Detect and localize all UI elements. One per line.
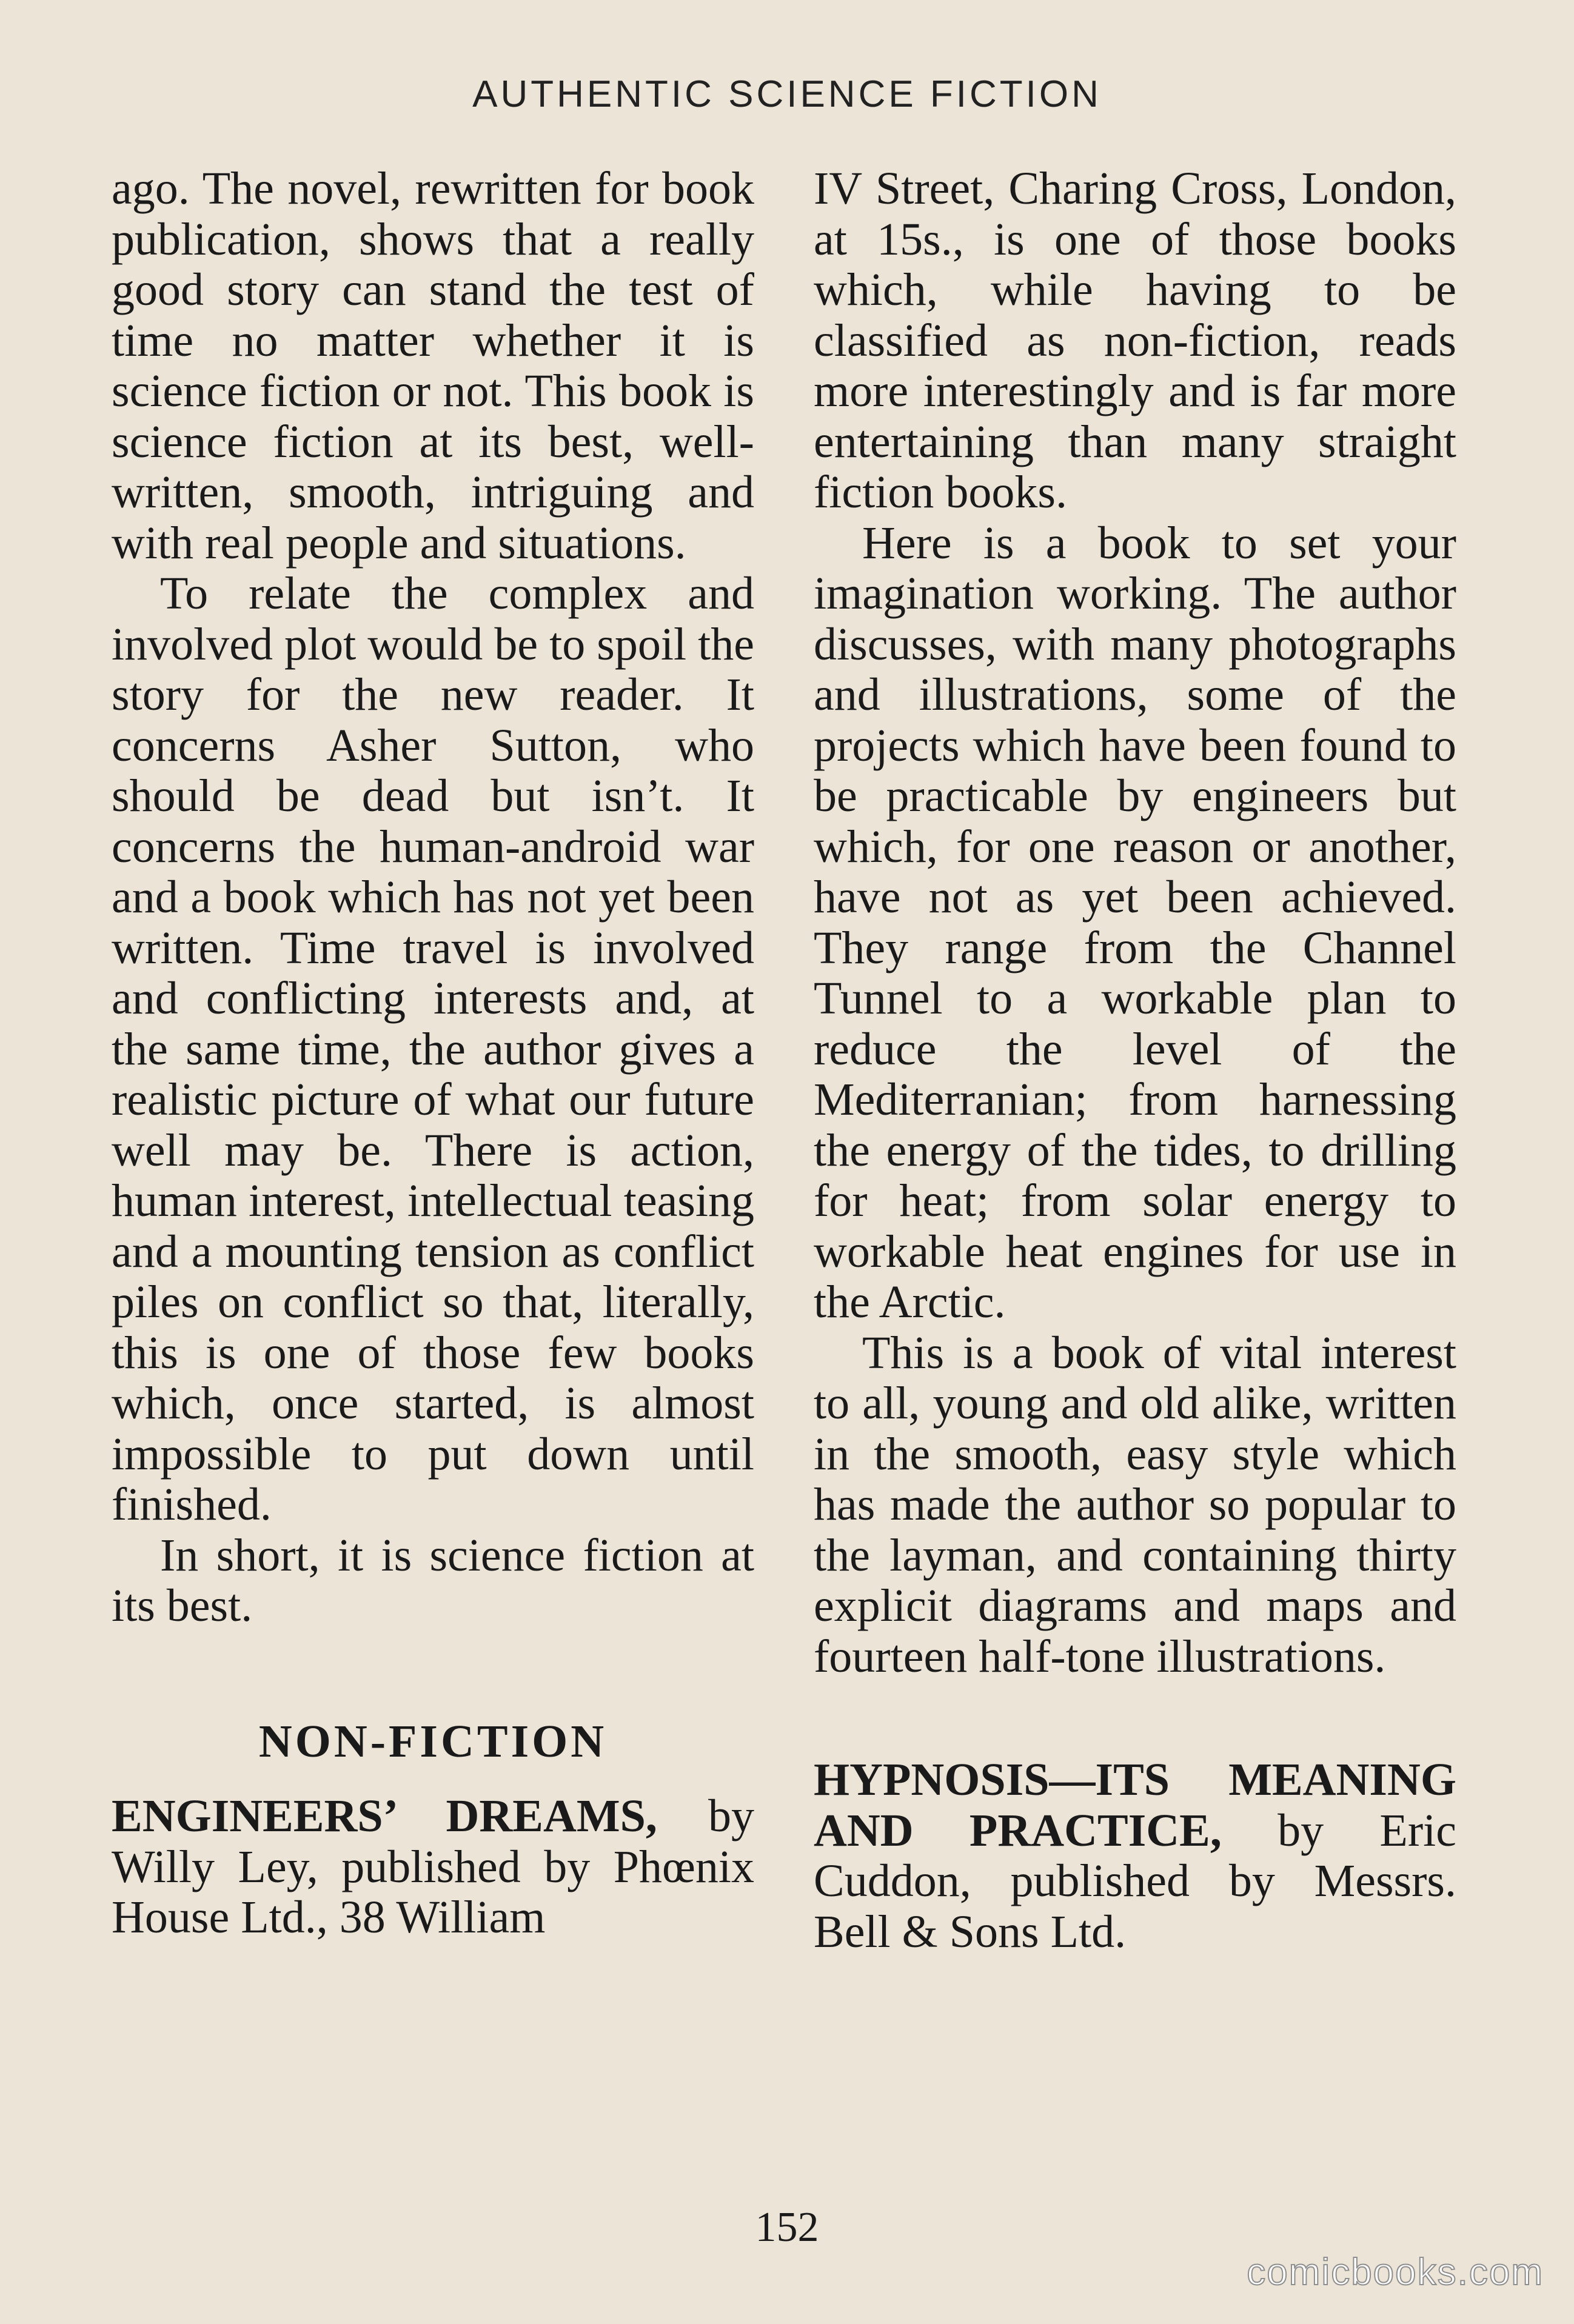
review-entry bbox=[814, 1755, 1456, 1957]
paragraph: ago. The novel, rewritten for book publication, shows that a really good story can stand the test of time no matter whether it is science fiction or not. This book is science fiction at its best, well-written, smooth, intriguing and with real people and situations. bbox=[112, 163, 754, 569]
page-number: 152 bbox=[755, 2204, 819, 2251]
review-title: HYPNOSIS—ITS MEANING AND PRACTICE, bbox=[814, 1754, 1456, 1856]
spacer bbox=[814, 1682, 1456, 1755]
review-entry bbox=[112, 1791, 754, 1943]
right-column bbox=[814, 164, 1456, 1957]
review-byline: by Willy Ley, published by Phœnix House Ltd., 38 William bbox=[112, 1791, 755, 1943]
paragraph: This is a book of vital interest to all, young and old alike, written in the smooth, easy style which has made the author so popular to the layman, and containing thirty explicit diagrams and maps and fourteen half-tone illustrations. bbox=[814, 1327, 1456, 1682]
paragraph: Here is a book to set your imagination working. The author discusses, with many photographs and illustrations, some of the projects which have been found to be practicable by engineers but which, for one reason or another, have not as yet been achieved. They range from the Channel Tunnel to a workable plan to reduce the level of the Mediterranian; from harnessing the energy of the tides, to drilling for heat; from solar energy to workable heat engines for use in the Arctic. bbox=[814, 517, 1456, 1327]
review-title: ENGINEERS’ DREAMS, bbox=[112, 1791, 657, 1842]
paragraph: IV Street, Charing Cross, London, at 15s., is one of those books which, while having to be classified as non-fiction, reads more interestingly and is far more entertaining than many straight fiction books. bbox=[814, 163, 1456, 518]
paragraph: To relate the complex and involved plot would be to spoil the story for the new reader. It concerns Asher Sutton, who should be dead but isn’t. It concerns the human-android war and a book which has not yet been written. Time travel is involved and conflicting interests and, at the same time, the author gives a realistic picture of what our future well may be. There is action, human interest, intellectual teasing and a mounting tension as conflict piles on conflict so that, literally, this is one of those few books which, once started, is almost impossible to put down until finished. bbox=[112, 568, 754, 1530]
watermark: comicbooks.com bbox=[1247, 2251, 1544, 2293]
paragraph: In short, it is science fiction at its best. bbox=[112, 1529, 754, 1631]
section-heading: NON-FICTION bbox=[258, 1715, 608, 1767]
review-byline: by Eric Cuddon, published by Messrs. Bell & Sons Ltd. bbox=[814, 1805, 1456, 1957]
left-column bbox=[112, 164, 754, 1943]
running-head: AUTHENTIC SCIENCE FICTION bbox=[472, 73, 1102, 115]
